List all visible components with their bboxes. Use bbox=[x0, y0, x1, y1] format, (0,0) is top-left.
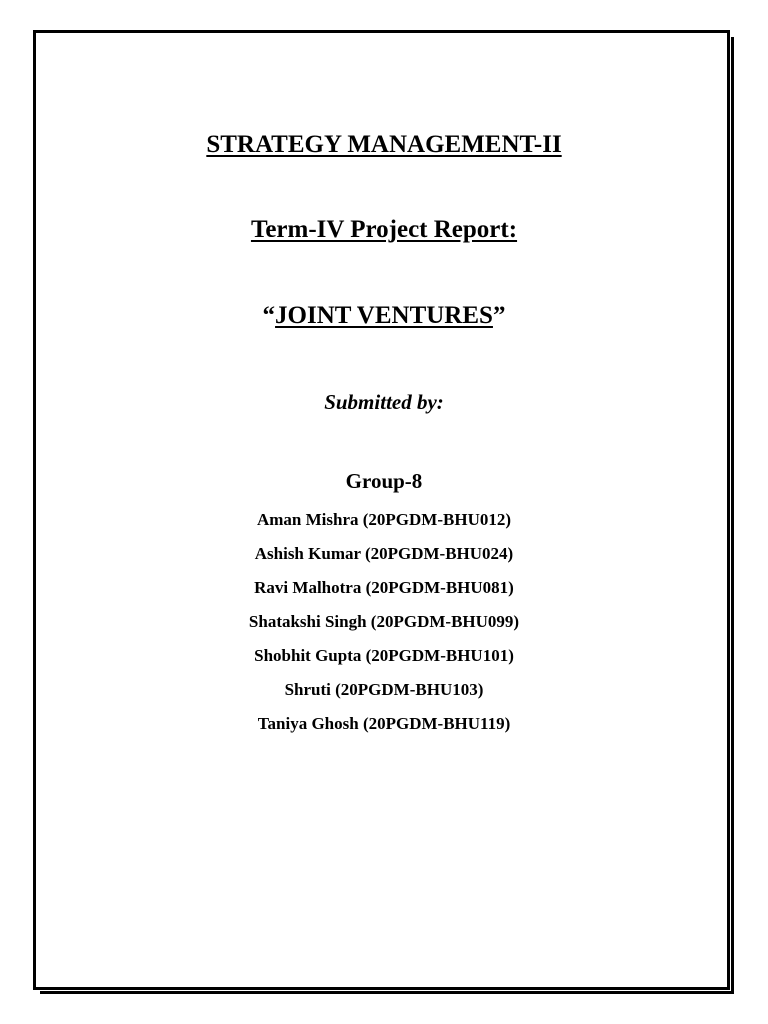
member-item: Ashish Kumar (20PGDM-BHU024) bbox=[254, 544, 514, 563]
close-quote: ” bbox=[492, 302, 506, 329]
course-title: STRATEGY MANAGEMENT-II bbox=[206, 131, 562, 158]
member-item: Shobhit Gupta (20PGDM-BHU101) bbox=[254, 646, 514, 665]
member-list bbox=[0, 508, 768, 746]
group-name: Group-8 bbox=[345, 469, 423, 493]
member-item: Taniya Ghosh (20PGDM-BHU119) bbox=[257, 714, 511, 733]
project-title bbox=[0, 302, 768, 330]
report-title: Term-IV Project Report: bbox=[250, 216, 518, 243]
member-item: Shruti (20PGDM-BHU103) bbox=[284, 680, 484, 699]
open-quote: “ bbox=[262, 302, 276, 329]
member-item: Ravi Malhotra (20PGDM-BHU081) bbox=[254, 578, 514, 597]
project-title-text: JOINT VENTURES bbox=[275, 302, 493, 329]
submitted-by-label: Submitted by: bbox=[324, 390, 444, 414]
member-item: Shatakshi Singh (20PGDM-BHU099) bbox=[248, 612, 520, 631]
member-item: Aman Mishra (20PGDM-BHU012) bbox=[256, 510, 512, 529]
